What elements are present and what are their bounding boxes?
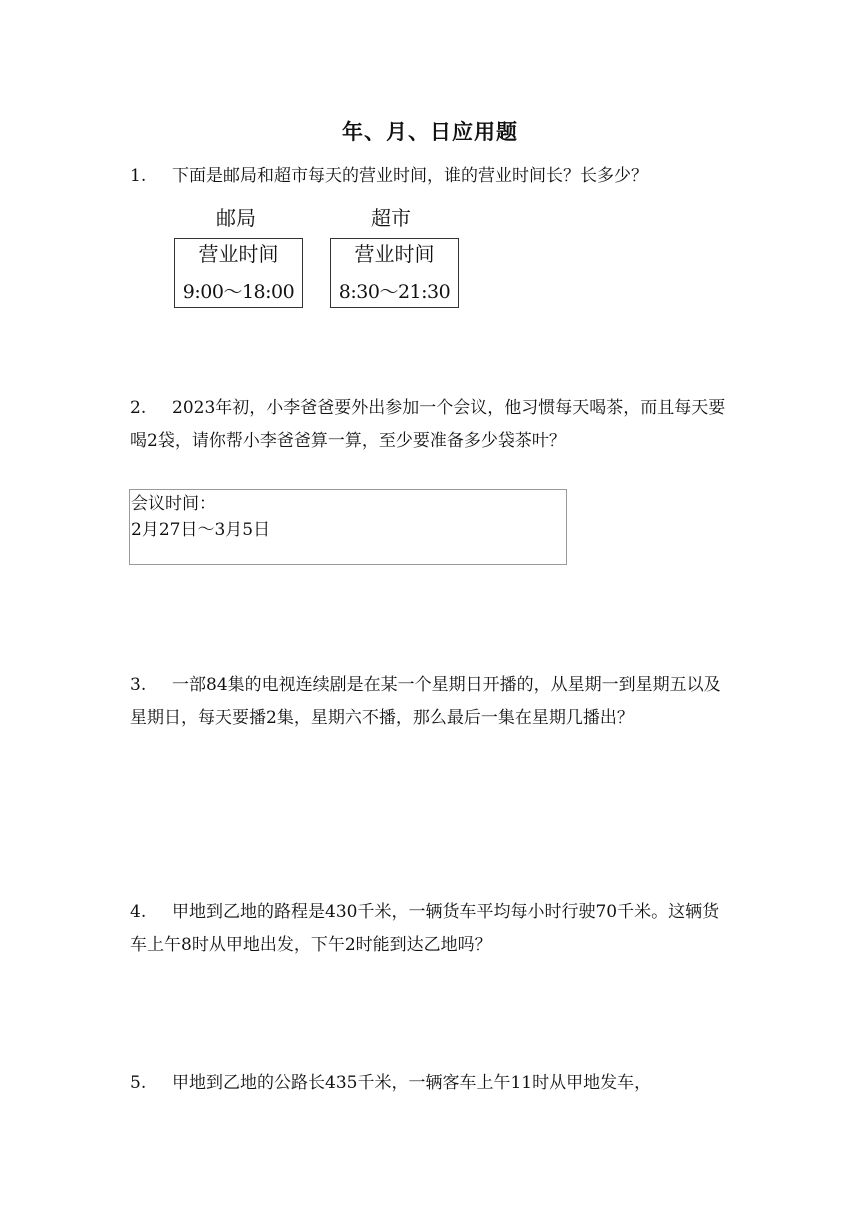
post-office-label: 邮局 <box>216 206 256 230</box>
hours-heading: 营业时间 <box>354 242 435 266</box>
post-office-hours-box <box>174 238 303 308</box>
question-2 <box>130 392 730 458</box>
question-text: 下面是邮局和超市每天的营业时间，谁的营业时间长？长多少？ <box>172 166 648 186</box>
question-5 <box>130 1067 730 1100</box>
meeting-time-box <box>129 489 567 565</box>
question-text: 甲地到乙地的路程是430千米，一辆货车平均每小时行驶70千米。这辆货车上午8时从甲地出发，下午2时能到达乙地吗？ <box>130 902 720 955</box>
question-text: 甲地到乙地的公路长435千米，一辆客车上午11时从甲地发车， <box>172 1073 652 1093</box>
supermarket-hours-box <box>330 238 459 308</box>
supermarket-label: 超市 <box>371 206 411 230</box>
hours-value: 8:30～21:30 <box>338 281 451 303</box>
question-number: 2. <box>130 398 147 418</box>
question-text: 一部84集的电视连续剧是在某一个星期日开播的，从星期一到星期五以及星期日，每天要播2集，星期六不播，那么最后一集在星期几播出？ <box>130 675 721 728</box>
hours-value: 9:00～18:00 <box>182 281 295 303</box>
question-text: 2023年初，小李爸爸要外出参加一个会议，他习惯每天喝茶，而且每天要喝2袋，请你帮小李爸爸算一算，至少要准备多少袋茶叶？ <box>130 398 726 451</box>
question-4 <box>130 896 730 962</box>
question-number: 3. <box>130 675 147 695</box>
question-number: 5. <box>130 1073 147 1093</box>
question-number: 1. <box>130 166 147 186</box>
meeting-label: 会议时间： <box>131 494 216 514</box>
question-1 <box>130 160 730 193</box>
meeting-dates: 2月27日～3月5日 <box>131 520 271 540</box>
page-title: 年、月、日应用题 <box>342 119 518 144</box>
question-number: 4. <box>130 902 147 922</box>
question-3 <box>130 669 730 735</box>
hours-heading: 营业时间 <box>198 242 279 266</box>
